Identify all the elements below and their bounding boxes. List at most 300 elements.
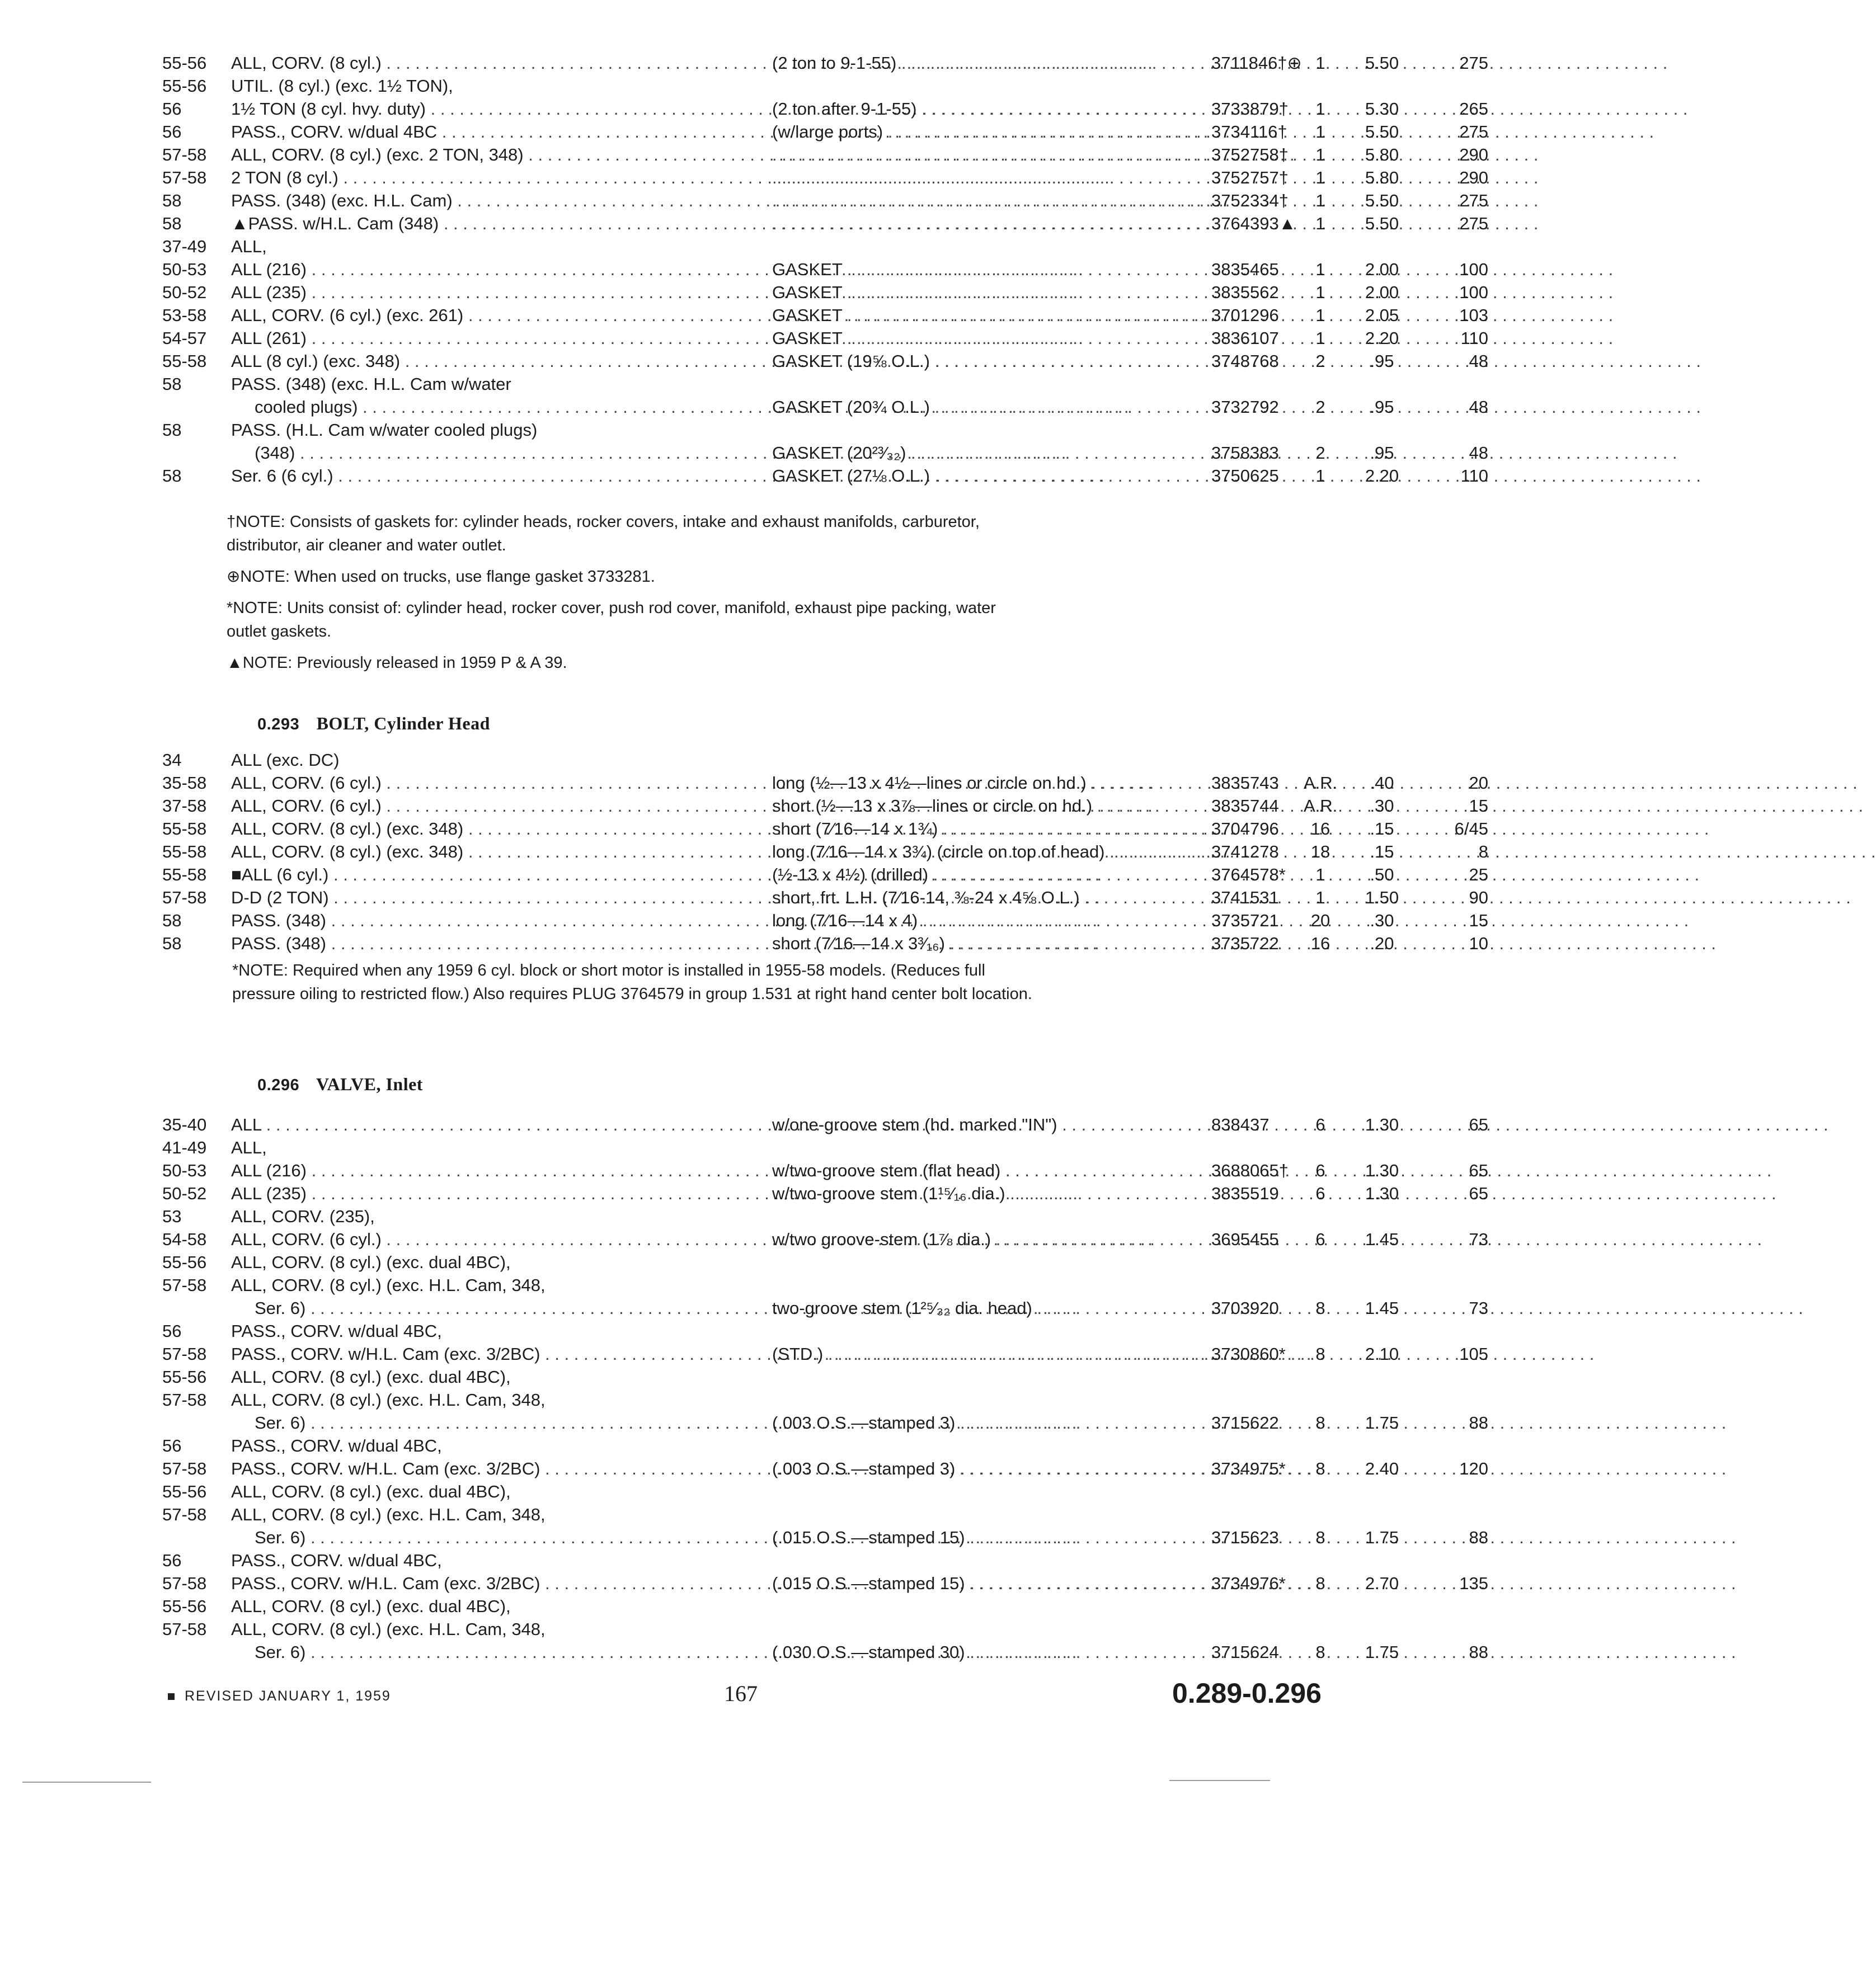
year-cell: 55-56 (162, 1252, 207, 1272)
description-cell: (.015 O.S.—stamped 15) . . . (772, 1526, 1209, 1549)
cost-cell: 20 (1469, 773, 1488, 793)
note-text: *NOTE: Required when any 1959 6 cyl. block or short motor is installed in 1955-58 models. (Reduces full pressure oiling to restricted flow.) Also requires PLUG 3764579 in group 1.531 at right hand center bolt location. (232, 962, 1032, 1003)
cost-cell: 25 (1469, 865, 1488, 884)
price-cell: 2.10 (1365, 1344, 1399, 1364)
application-cell: ALL (261) . . . (231, 327, 751, 350)
application-cell: ALL (216) . . . (231, 1159, 751, 1182)
part-number-cell: 3715624 (1211, 1642, 1279, 1662)
table-row (162, 1342, 1488, 1365)
application-cell: Ser. 6) . . . (255, 1297, 775, 1320)
application-cell: 1½ TON (8 cyl. hvy. duty) . . . (231, 97, 751, 120)
quantity-cell: 6 (1315, 1161, 1325, 1180)
table-row (162, 1526, 1488, 1549)
application-cell: ALL, CORV. (8 cyl.) (exc. H.L. Cam, 348, (231, 1619, 546, 1639)
cost-cell: 275 (1459, 214, 1488, 233)
price-cell: 2.40 (1365, 1459, 1399, 1478)
part-number-cell: 3695455 (1211, 1230, 1279, 1249)
table-row (162, 748, 1326, 771)
price-cell: 1.30 (1365, 1184, 1399, 1203)
year-cell: 56 (162, 1436, 182, 1455)
year-cell: 57-58 (162, 1390, 207, 1410)
application-cell: PASS., CORV. w/dual 4BC, (231, 1551, 442, 1570)
revision-text: REVISED JANUARY 1, 1959 (185, 1688, 391, 1704)
footnote-tag: *NOTE: (227, 599, 283, 617)
year-cell: 53-58 (162, 305, 207, 325)
application-cell: ■ALL (6 cyl.) . . . (231, 863, 751, 886)
cost-cell: 48 (1469, 443, 1488, 463)
price-cell: .30 (1370, 911, 1394, 930)
price-cell: .15 (1370, 842, 1394, 861)
quantity-cell: 8 (1315, 1298, 1325, 1318)
table-row (162, 51, 1488, 74)
part-number-cell: 3734975* (1211, 1459, 1286, 1478)
year-cell: 37-58 (162, 796, 207, 816)
bolt-note (232, 959, 1043, 1014)
part-number-cell: 3688065† (1211, 1161, 1289, 1180)
application-cell: ▲PASS. w/H.L. Cam (348) . . . (231, 212, 751, 235)
year-cell: 57-58 (162, 1505, 207, 1524)
price-cell: 2.05 (1365, 305, 1399, 325)
year-cell: 53 (162, 1207, 182, 1226)
valve-table (162, 1113, 1488, 1664)
table-row (162, 817, 1488, 840)
price-cell: 1.30 (1365, 1115, 1399, 1134)
part-number-cell: 3748768 (1211, 351, 1279, 371)
table-row (162, 1618, 1326, 1641)
part-number-cell: 3732792 (1211, 397, 1279, 417)
description-cell: two-groove stem (1²⁵⁄₃₂ dia. head) . . . (772, 1297, 1209, 1320)
cost-cell: 135 (1459, 1574, 1488, 1593)
price-cell: 2.20 (1365, 328, 1399, 348)
description-cell: w/two-groove stem (1¹⁵⁄₁₆ dia.) . . . (772, 1182, 1209, 1205)
application-cell: ALL . . . (231, 1113, 751, 1136)
cost-cell: 8 (1478, 842, 1488, 861)
quantity-cell: 6 (1315, 1115, 1325, 1134)
cost-cell: 88 (1469, 1413, 1488, 1433)
footnote-text: Units consist of: cylinder head, rocker cover, push rod cover, manifold, exhaust pipe packing, water outlet gaskets. (227, 599, 996, 640)
price-cell: 5.80 (1365, 168, 1399, 187)
cost-cell: 15 (1469, 796, 1488, 816)
scan-artifact-line (1169, 1780, 1270, 1781)
cost-cell: 275 (1459, 191, 1488, 210)
table-row (162, 1297, 1488, 1320)
application-cell: ALL, CORV. (8 cyl.) (exc. 348) . . . (231, 840, 751, 863)
table-row (162, 143, 1488, 166)
year-cell: 55-56 (162, 1596, 207, 1616)
quantity-cell: 16 (1310, 819, 1330, 839)
application-cell: ALL (8 cyl.) (exc. 348) . . . (231, 350, 751, 373)
revision-footer (168, 1688, 391, 1704)
cost-cell: 100 (1459, 260, 1488, 279)
application-cell: PASS., CORV. w/dual 4BC, (231, 1321, 442, 1341)
application-cell: PASS., CORV. w/dual 4BC . . . (231, 120, 751, 143)
section-code: 0.296 (257, 1076, 300, 1094)
cost-cell: 275 (1459, 53, 1488, 73)
footnote-text: When used on trucks, use flange gasket 3733281. (294, 568, 655, 586)
description-cell: short, frt. L.H. (7⁄16-14, ⅜-24 x 4⅝ O.L.) . . . (772, 886, 1209, 909)
description-cell: w/two groove-stem (1⅞ dia.) . . . (772, 1228, 1209, 1251)
table-row (162, 304, 1488, 327)
application-cell: ALL, CORV. (8 cyl.) (exc. dual 4BC), (231, 1252, 511, 1272)
quantity-cell: 1 (1315, 53, 1325, 73)
year-cell: 55-56 (162, 53, 207, 73)
year-cell: 37-49 (162, 237, 207, 256)
description-cell: (.015 O.S.—stamped 15) . . . (772, 1572, 1209, 1595)
table-row (162, 258, 1488, 281)
application-cell: ALL, CORV. (8 cyl.) (exc. dual 4BC), (231, 1367, 511, 1387)
year-cell: 54-58 (162, 1230, 207, 1249)
cost-cell: 265 (1459, 99, 1488, 119)
cost-cell: 48 (1469, 397, 1488, 417)
price-cell: .15 (1370, 819, 1394, 839)
price-cell: 5.30 (1365, 99, 1399, 119)
gasket-set-table (162, 51, 1488, 487)
footnote-text: Previously released in 1959 P & A 39. (297, 654, 567, 672)
part-number-cell: 3715622 (1211, 1413, 1279, 1433)
application-cell: D-D (2 TON) . . . (231, 886, 751, 909)
year-cell: 50-53 (162, 260, 207, 279)
part-number-cell: 3741278 (1211, 842, 1279, 861)
group-range: 0.289-0.296 (1172, 1678, 1322, 1709)
part-number-cell: 838437 (1211, 1115, 1270, 1134)
quantity-cell: 1 (1315, 145, 1325, 164)
table-row (162, 373, 1326, 395)
quantity-cell: 2 (1315, 443, 1325, 463)
price-cell: 1.75 (1365, 1528, 1399, 1547)
quantity-cell: 1 (1315, 168, 1325, 187)
year-cell: 55-58 (162, 842, 207, 861)
description-cell: w/one-groove stem (hd. marked "IN") . . . (772, 1113, 1209, 1136)
description-cell: GASKET . . . (772, 304, 1209, 327)
description-cell: long (7⁄16—14 x 4) . . . (772, 909, 1209, 932)
quantity-cell: 2 (1315, 397, 1325, 417)
table-row (162, 1136, 1326, 1159)
part-number-cell: 3715623 (1211, 1528, 1279, 1547)
application-cell: UTIL. (8 cyl.) (exc. 1½ TON), (231, 76, 453, 96)
footnote (227, 565, 1038, 588)
footnote (227, 596, 1038, 643)
table-row (162, 1182, 1488, 1205)
cost-cell: 90 (1469, 888, 1488, 907)
price-cell: 2.00 (1365, 260, 1399, 279)
cost-cell: 10 (1469, 934, 1488, 953)
table-row (162, 909, 1488, 932)
price-cell: .30 (1370, 796, 1394, 816)
description-cell: (2 ton after 9-1-55) . . . (772, 97, 1209, 120)
quantity-cell: 20 (1310, 911, 1330, 930)
application-cell: ALL (216) . . . (231, 258, 751, 281)
year-cell: 58 (162, 214, 182, 233)
year-cell: 41-49 (162, 1138, 207, 1157)
application-cell: PASS. (348) (exc. H.L. Cam) . . . (231, 189, 751, 212)
cost-cell: 275 (1459, 122, 1488, 142)
table-row (162, 1228, 1488, 1251)
part-number-cell: 3835519 (1211, 1184, 1279, 1203)
table-row (162, 863, 1488, 886)
cost-cell: 15 (1469, 911, 1488, 930)
year-cell: 35-40 (162, 1115, 207, 1134)
quantity-cell: 6 (1315, 1184, 1325, 1203)
year-cell: 55-56 (162, 1367, 207, 1387)
description-cell (772, 143, 1209, 166)
table-row (162, 350, 1488, 373)
table-row (162, 1572, 1488, 1595)
year-cell: 57-58 (162, 888, 207, 907)
application-cell: ALL, (231, 237, 267, 256)
part-number-cell: 3835744 (1211, 796, 1279, 816)
description-cell (772, 166, 1209, 189)
application-cell: PASS., CORV. w/H.L. Cam (exc. 3/2BC) . . . (231, 1572, 751, 1595)
application-cell: ALL, CORV. (8 cyl.) (exc. H.L. Cam, 348, (231, 1390, 546, 1410)
table-row (162, 932, 1488, 955)
description-cell: (STD.) . . . (772, 1342, 1209, 1365)
year-cell: 56 (162, 99, 182, 119)
cost-cell: 88 (1469, 1642, 1488, 1662)
year-cell: 58 (162, 911, 182, 930)
price-cell: 1.75 (1365, 1413, 1399, 1433)
description-cell: GASKET (20¾ O.L.) . . . (772, 395, 1209, 418)
quantity-cell: 18 (1310, 842, 1330, 861)
quantity-cell: 6 (1315, 1230, 1325, 1249)
cost-cell: 6/45 (1454, 819, 1488, 839)
quantity-cell: 8 (1315, 1574, 1325, 1593)
page-number: 167 (724, 1681, 758, 1706)
description-cell: short (½—13 x 3⅞—lines or circle on hd.) . . . (772, 794, 1209, 817)
application-cell: PASS., CORV. w/H.L. Cam (exc. 3/2BC) . . . (231, 1342, 751, 1365)
year-cell: 55-58 (162, 351, 207, 371)
description-cell: GASKET (20²³⁄₃₂) . . . (772, 441, 1209, 464)
year-cell: 55-56 (162, 1482, 207, 1501)
description-cell: (2 ton to 9-1-55) . . . (772, 51, 1209, 74)
application-cell: PASS. (348) (exc. H.L. Cam w/water (231, 374, 511, 394)
application-cell: ALL, CORV. (6 cyl.) . . . (231, 771, 751, 794)
application-cell: ALL, CORV. (8 cyl.) . . . (231, 51, 751, 74)
part-number-cell: 3741531 (1211, 888, 1279, 907)
year-cell: 58 (162, 420, 182, 440)
part-number-cell: 3752757† (1211, 168, 1289, 187)
table-row (162, 1641, 1488, 1664)
price-cell: 1.45 (1365, 1298, 1399, 1318)
description-cell (772, 212, 1209, 235)
price-cell: 5.50 (1365, 53, 1399, 73)
quantity-cell: 1 (1315, 214, 1325, 233)
table-row (162, 1549, 1326, 1572)
year-cell: 54-57 (162, 328, 207, 348)
application-cell: Ser. 6) . . . (255, 1526, 775, 1549)
description-cell: GASKET . . . (772, 258, 1209, 281)
table-row (162, 1320, 1326, 1342)
quantity-cell: 1 (1315, 191, 1325, 210)
bolt-table (162, 748, 1488, 955)
description-cell: short (7⁄16—14 x 1¾) . . . (772, 817, 1209, 840)
table-row (162, 794, 1488, 817)
application-cell: cooled plugs) . . . (255, 395, 775, 418)
quantity-cell: 1 (1315, 122, 1325, 142)
part-number-cell: 3734976* (1211, 1574, 1286, 1593)
description-cell: GASKET . . . (772, 281, 1209, 304)
description-cell: long (½—13 x 4½—lines or circle on hd.) . . . (772, 771, 1209, 794)
year-cell: 55-58 (162, 865, 207, 884)
price-cell: 5.80 (1365, 145, 1399, 164)
application-cell: PASS. (H.L. Cam w/water cooled plugs) (231, 420, 538, 440)
price-cell: 1.30 (1365, 1161, 1399, 1180)
price-cell: .20 (1370, 934, 1394, 953)
table-row (162, 395, 1488, 418)
table-row (162, 1411, 1488, 1434)
quantity-cell: 2 (1315, 351, 1325, 371)
cost-cell: 120 (1459, 1459, 1488, 1478)
year-cell: 57-58 (162, 1275, 207, 1295)
price-cell: 1.75 (1365, 1642, 1399, 1662)
year-cell: 57-58 (162, 168, 207, 187)
price-cell: .50 (1370, 865, 1394, 884)
table-row (162, 1159, 1488, 1182)
cost-cell: 105 (1459, 1344, 1488, 1364)
table-row (162, 1113, 1488, 1136)
price-cell: 1.45 (1365, 1230, 1399, 1249)
part-number-cell: 3711846†⊕ (1211, 53, 1302, 73)
part-number-cell: 3764578* (1211, 865, 1286, 884)
application-cell: ALL, CORV. (8 cyl.) (exc. 348) . . . (231, 817, 751, 840)
table-row (162, 120, 1488, 143)
cost-cell: 290 (1459, 145, 1488, 164)
application-cell: Ser. 6) . . . (255, 1641, 775, 1664)
quantity-cell: 1 (1315, 260, 1325, 279)
application-cell: 2 TON (8 cyl.) . . . (231, 166, 751, 189)
year-cell: 56 (162, 1321, 182, 1341)
year-cell: 57-58 (162, 1344, 207, 1364)
scan-artifact-line (22, 1782, 151, 1783)
table-row (162, 1434, 1326, 1457)
year-cell: 50-52 (162, 1184, 207, 1203)
part-number-cell: 3704796 (1211, 819, 1279, 839)
description-cell: (.003 O.S.—stamped 3) . . . (772, 1411, 1209, 1434)
part-number-cell: 3835562 (1211, 282, 1279, 302)
quantity-cell: 8 (1315, 1413, 1325, 1433)
quantity-cell: 1 (1315, 888, 1325, 907)
footnote-tag: ⊕NOTE: (227, 568, 290, 586)
application-cell: ALL, CORV. (8 cyl.) (exc. dual 4BC), (231, 1596, 511, 1616)
gasket-notes (227, 510, 1038, 682)
year-cell: 50-52 (162, 282, 207, 302)
price-cell: 2.70 (1365, 1574, 1399, 1593)
application-cell: Ser. 6) . . . (255, 1411, 775, 1434)
description-cell: (.003 O.S.—stamped 3) . . . (772, 1457, 1209, 1480)
description-cell: (.030 O.S.—stamped 30) . . . (772, 1641, 1209, 1664)
description-cell: GASKET (27⅛ O.L.) . . . (772, 464, 1209, 487)
quantity-cell: 1 (1315, 282, 1325, 302)
cost-cell: 65 (1469, 1161, 1488, 1180)
description-cell: w/two-groove stem (flat head) . . . (772, 1159, 1209, 1182)
application-cell: ALL, CORV. (6 cyl.) (exc. 261) . . . (231, 304, 751, 327)
price-cell: 2.00 (1365, 282, 1399, 302)
year-cell: 56 (162, 1551, 182, 1570)
table-row (162, 771, 1488, 794)
price-cell: 2.20 (1365, 466, 1399, 486)
year-cell: 34 (162, 750, 182, 770)
square-bullet-icon (168, 1693, 175, 1700)
price-cell: .95 (1370, 351, 1394, 371)
cost-cell: 65 (1469, 1115, 1488, 1134)
table-row (162, 1205, 1326, 1228)
application-cell: ALL, CORV. (6 cyl.) . . . (231, 1228, 751, 1251)
table-row (162, 327, 1488, 350)
description-cell: long (7⁄16—14 x 3¾) (circle on top of head) . . . (772, 840, 1209, 863)
table-row (162, 1251, 1326, 1274)
year-cell: 57-58 (162, 1619, 207, 1639)
year-cell: 58 (162, 374, 182, 394)
part-number-cell: 3734116† (1211, 122, 1287, 142)
cost-cell: 103 (1459, 305, 1488, 325)
cost-cell: 73 (1469, 1298, 1488, 1318)
table-row (162, 74, 1326, 97)
year-cell: 55-58 (162, 819, 207, 839)
footnote-tag: ▲NOTE: (227, 654, 293, 672)
table-row (162, 1457, 1488, 1480)
application-cell: ALL, CORV. (8 cyl.) (exc. 2 TON, 348) . . . (231, 143, 751, 166)
application-cell: ALL, CORV. (6 cyl.) . . . (231, 794, 751, 817)
application-cell: ALL (235) . . . (231, 281, 751, 304)
year-cell: 57-58 (162, 145, 207, 164)
quantity-cell: 8 (1315, 1344, 1325, 1364)
application-cell: ALL, CORV. (8 cyl.) (exc. H.L. Cam, 348, (231, 1275, 546, 1295)
year-cell: 55-56 (162, 76, 207, 96)
price-cell: 5.50 (1365, 191, 1399, 210)
table-row (162, 189, 1488, 212)
quantity-cell: 1 (1315, 328, 1325, 348)
part-number-cell: 3735721 (1211, 911, 1279, 930)
table-row (162, 464, 1488, 487)
year-cell: 58 (162, 191, 182, 210)
price-cell: .40 (1370, 773, 1394, 793)
description-cell: (½-13 x 4½) (drilled) . . . (772, 863, 1209, 886)
table-row (162, 97, 1488, 120)
description-cell: GASKET (19⅝ O.L.) . . . (772, 350, 1209, 373)
year-cell: 57-58 (162, 1459, 207, 1478)
footnote-text: Consists of gaskets for: cylinder heads, rocker covers, intake and exhaust manifolds, carburetor, distributor, air cleaner and water outlet. (227, 513, 980, 554)
description-cell (772, 189, 1209, 212)
table-row (162, 1388, 1326, 1411)
quantity-cell: 1 (1315, 305, 1325, 325)
application-cell: PASS. (348) . . . (231, 932, 751, 955)
quantity-cell: 8 (1315, 1528, 1325, 1547)
year-cell: 50-53 (162, 1161, 207, 1180)
part-number-cell: 3701296 (1211, 305, 1279, 325)
table-row (162, 235, 1326, 258)
section-title: BOLT, Cylinder Head (316, 713, 490, 733)
year-cell: 58 (162, 934, 182, 953)
price-cell: .95 (1370, 397, 1394, 417)
table-row (162, 840, 1488, 863)
table-row (162, 212, 1488, 235)
quantity-cell: 8 (1315, 1642, 1325, 1662)
table-row (162, 1595, 1326, 1618)
description-cell: short (7⁄16—14 x 3³⁄₁₆) . . . (772, 932, 1209, 955)
quantity-cell: A.R. (1304, 773, 1338, 793)
description-cell: (w/large ports) . . . (772, 120, 1209, 143)
quantity-cell: 8 (1315, 1459, 1325, 1478)
application-cell: Ser. 6 (6 cyl.) . . . (231, 464, 751, 487)
application-cell: ALL, CORV. (8 cyl.) (exc. H.L. Cam, 348, (231, 1505, 546, 1524)
footnote-tag: †NOTE: (227, 513, 285, 531)
cost-cell: 110 (1460, 328, 1488, 348)
quantity-cell: 1 (1315, 99, 1325, 119)
application-cell: ALL (235) . . . (231, 1182, 751, 1205)
part-number-cell: 3836107 (1211, 328, 1279, 348)
year-cell: 58 (162, 466, 182, 486)
part-number-cell: 3735722 (1211, 934, 1279, 953)
section-code: 0.293 (257, 715, 300, 733)
